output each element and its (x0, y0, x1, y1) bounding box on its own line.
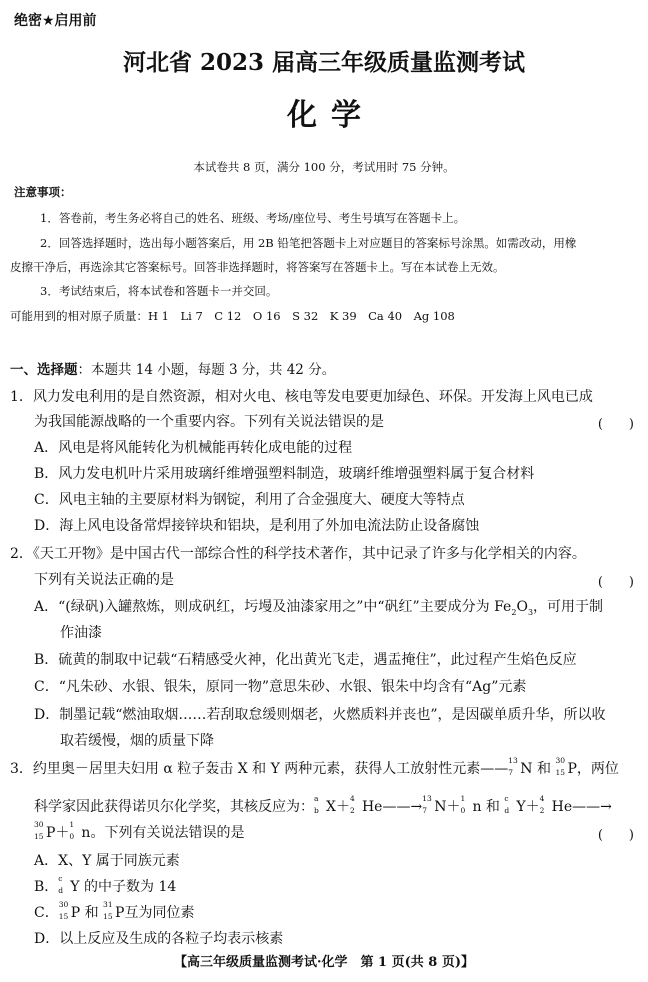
page-footer: 【高三年级质量监测考试·化学 第 1 页(共 8 页)】 (173, 955, 475, 970)
q3-stem1-text: 3．约里奥－居里夫妇用 α 粒子轰击 X 和 Y 两种元素，获得人工放射性元素—— (10, 761, 509, 777)
plus-4: ＋ (55, 825, 70, 841)
p31-z: 15 (103, 912, 113, 921)
p30b-z: 15 (34, 832, 44, 841)
he-z: 2 (349, 806, 355, 815)
y-mass: c (504, 794, 509, 803)
p30-z: 15 (555, 768, 565, 777)
heb-mass: 4 (539, 794, 545, 803)
confidential-label: 绝密★启用前 (14, 13, 97, 29)
p30b-mass: 30 (34, 820, 44, 829)
n13-mass: 13 (508, 756, 518, 765)
p30c-z: 15 (58, 912, 69, 921)
nuclide-p30 (555, 756, 567, 777)
heb-z: 2 (539, 806, 545, 815)
p-symbol-d: P (115, 905, 125, 921)
q3-stem2-text: 科学家因此获得诺贝尔化学奖，其核反应为： (34, 799, 314, 815)
yb-z: d (58, 886, 64, 895)
note-2-line2: 皮擦干净后，再选涂其它答案标号。回答非选择题时，将答案写在答题卡上。写在本试卷上无效。 (10, 260, 505, 274)
q2-option-c: C．“凡朱砂、水银、银朱，原同一物”意思朱砂、水银、银朱中均含有“Ag”元素 (34, 679, 527, 695)
section-label: 一、选择题 (10, 362, 78, 378)
q3-option-a: A．X、Y 属于同族元素 (34, 853, 180, 869)
q3-option-b (34, 876, 176, 896)
q2-option-a-line1 (34, 596, 603, 616)
q1-stem-line2: 为我国能源战略的一个重要内容。下列有关说法错误的是 (34, 414, 384, 430)
y-z: d (504, 806, 510, 815)
q3-option-c (34, 902, 194, 922)
q2-a-end: ，可用于制 (533, 599, 604, 615)
q3-answer-paren: ( ) (597, 828, 634, 843)
y-symbol: Y (516, 799, 526, 815)
q1-option-a: A．风电是将风能转化为机械能再转化成电能的过程 (34, 440, 353, 456)
arrow-1: ——→ (382, 799, 423, 815)
p-symbol-b: P (46, 825, 56, 841)
neutron-z: 0 (460, 806, 466, 815)
q3-stem-line1 (10, 758, 619, 778)
q1-stem-line1: 1．风力发电利用的是自然资源，相对火电、核电等发电要更加绿色、环保。开发海上风电已成 (10, 389, 593, 405)
q1-option-d: D．海上风电设备常焊接锌块和铝块，是利用了外加电流法防止设备腐蚀 (34, 518, 480, 534)
p30-mass: 30 (555, 756, 565, 765)
nuclide-p31 (103, 900, 115, 921)
q2-option-b: B．硫黄的制取中记载“石精感受火神，化出黄光飞走，遇盂掩住”，此过程产生焰色反应 (34, 652, 577, 668)
n-symbol: N (520, 761, 533, 777)
q3-b-prefix: B． (34, 879, 59, 895)
q3-c-text: 互为同位素 (124, 905, 195, 921)
he-mass: 4 (349, 794, 355, 803)
q2-a-sub1: 2 (511, 607, 517, 617)
nuclide-n13-b (422, 794, 434, 815)
exam-title: 河北省 2023 届高三年级质量监测考试 (122, 49, 526, 76)
q1-option-b: B．风力发电机叶片采用玻璃纤维增强塑料制造，玻璃纤维增强塑料属于复合材料 (34, 466, 535, 482)
plus-2: ＋ (446, 799, 461, 815)
n-symbol-b: N (434, 799, 447, 815)
q2-option-d-line1: D．制墨记载“燃油取烟……若刮取怠缓则烟老，火燃质料并丧也”，是因碳单质升华，所以收 (34, 707, 606, 723)
p30c-mass: 30 (58, 900, 69, 909)
nuclide-neutron-b (69, 820, 81, 841)
nuclide-he-b (539, 794, 552, 815)
plus-1: ＋ (335, 799, 350, 815)
atomic-masses: 可能用到的相对原子质量：H 1 Li 7 C 12 O 16 S 32 K 39 Ca 40 Ag 108 (10, 309, 455, 323)
x-symbol: X (326, 799, 336, 815)
q2-option-d-line2: 取若缓慢，烟的质量下降 (60, 733, 214, 749)
p-symbol: P (567, 761, 577, 777)
nuclide-neutron (460, 794, 472, 815)
q2-stem-line1: 2．《天工开物》是中国古代一部综合性的科学技术著作，其中记录了许多与化学相关的内容。 (10, 546, 586, 562)
q2-stem-line2: 下列有关说法正确的是 (34, 572, 174, 588)
x-z: b (314, 806, 319, 815)
he-symbol: He (361, 799, 383, 815)
q3-c-and: 和 (80, 905, 104, 921)
section-desc: ：本题共 14 小题，每题 3 分，共 42 分。 (77, 362, 336, 378)
q3-stem-line3 (34, 822, 244, 842)
q2-a-text: A．“(绿矾)入罐熬炼，则成矾红，圬墁及油漆家用之”中“矾红”主要成分为 Fe (34, 599, 512, 615)
neutron-symbol-b: n (81, 825, 91, 841)
q3-stem3-text: 。下列有关说法错误的是 (90, 825, 245, 841)
note-2-line1: 2．回答选择题时，选出每小题答案后，用 2B 铅笔把答题卡上对应题目的答案标号涂黑。如需改动，用橡 (40, 236, 577, 250)
p31-mass: 31 (103, 900, 113, 909)
q3-c-prefix: C． (34, 905, 59, 921)
x-mass: a (314, 794, 319, 803)
q1-option-c: C．风电主轴的主要原材料为钢锭，利用了合金强度大、硬度大等特点 (34, 492, 465, 508)
q3-and-2: 和 (481, 799, 505, 815)
p-symbol-c: P (70, 905, 81, 921)
q3-stem1-end: ，两位 (576, 761, 619, 777)
nuclide-y-b (58, 874, 70, 895)
q2-a-mid: O (516, 599, 528, 615)
exam-info: 本试卷共 8 页，满分 100 分，考试用时 75 分钟。 (193, 160, 455, 174)
q3-b-text: Y 的中子数为 14 (70, 879, 177, 895)
nuclide-p30-b (34, 820, 46, 841)
arrow-2: ——→ (572, 799, 612, 815)
n13b-mass: 13 (422, 794, 432, 803)
nuclide-y (504, 794, 516, 815)
neutronb-z: 0 (69, 832, 75, 841)
nuclide-x (314, 794, 326, 815)
neutron-symbol: n (472, 799, 482, 815)
neutron-mass: 1 (460, 794, 466, 803)
subject-title: 化学 (287, 98, 375, 133)
he-symbol-b: He (551, 799, 573, 815)
nuclide-n13 (508, 756, 520, 777)
nuclide-he (349, 794, 362, 815)
section-heading (10, 358, 335, 378)
q2-option-a-line2: 作油漆 (60, 625, 102, 641)
q3-and-1: 和 (532, 761, 556, 777)
q3-stem-line2 (34, 796, 612, 816)
n13-z: 7 (508, 768, 514, 777)
q1-answer-paren: ( ) (597, 417, 634, 432)
n13b-z: 7 (422, 806, 427, 815)
q2-answer-paren: ( ) (597, 575, 634, 590)
note-1: 1．答卷前，考生务必将自己的姓名、班级、考场/座位号、考生号填写在答题卡上。 (40, 211, 466, 225)
neutronb-mass: 1 (69, 820, 75, 829)
yb-mass: c (58, 874, 63, 883)
notes-heading: 注意事项： (14, 185, 72, 199)
q3-option-d: D．以上反应及生成的各粒子均表示核素 (34, 931, 284, 947)
note-3: 3．考试结束后，将本试卷和答题卡一并交回。 (40, 284, 278, 298)
q2-a-sub2: 3 (527, 607, 534, 617)
nuclide-p30-c (58, 900, 71, 921)
plus-3: ＋ (525, 799, 540, 815)
